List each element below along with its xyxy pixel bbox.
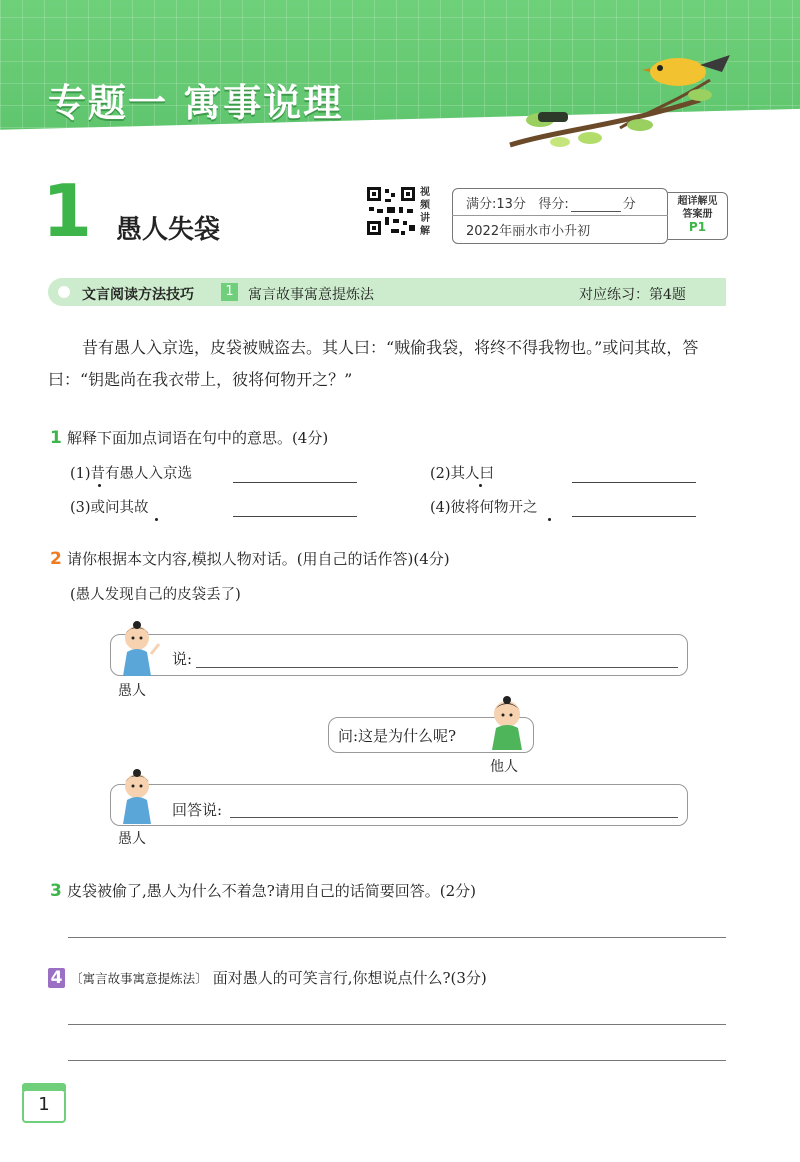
answer-page: P1 xyxy=(688,220,707,234)
question-2 xyxy=(50,548,450,569)
speaker-label: 愚人 xyxy=(118,683,146,699)
speaker-label: 他人 xyxy=(490,759,518,775)
question-1 xyxy=(50,427,328,448)
practice-reference: 对应练习：第4题 xyxy=(579,287,686,303)
full-score: 满分:13分 xyxy=(466,197,526,212)
unit-title: 专题一 寓事说理 xyxy=(48,81,344,125)
score-row xyxy=(466,193,636,212)
method-name: 寓言故事寓意提炼法 xyxy=(248,287,374,303)
other-person-icon xyxy=(484,694,530,752)
answer-hint-line2: 答案册 xyxy=(682,209,713,220)
lesson-number: 1 xyxy=(42,169,93,253)
question-text: 面对愚人的可笑言行,你想说点什么?(3分) xyxy=(212,969,487,987)
header-banner xyxy=(0,0,800,150)
emphasis-dot xyxy=(98,484,101,487)
emphasis-dot xyxy=(548,518,551,521)
question-3 xyxy=(50,880,476,901)
answer-line[interactable] xyxy=(196,667,678,668)
answer-line[interactable] xyxy=(230,817,678,818)
qr-code-icon[interactable] xyxy=(365,185,417,237)
question-number: 2 xyxy=(50,549,62,569)
bird-illustration xyxy=(500,50,740,150)
question-text: 请你根据本文内容,模拟人物对话。(用自己的话作答)(4分) xyxy=(66,550,450,568)
bubble-text: 问:这是为什么呢? xyxy=(338,727,457,745)
bubble-text: 回答说: xyxy=(172,801,223,819)
classical-passage: 昔有愚人入京选，皮袋被贼盗去。其人曰：“贼偷我袋，将终不得我物也。”或问其故，答曰：“钥匙尚在我衣带上，彼将何物开之？” xyxy=(48,338,699,389)
answer-line[interactable] xyxy=(68,1060,726,1061)
exam-source: 2022年丽水市小升初 xyxy=(466,224,591,239)
question-number: 4 xyxy=(48,968,65,988)
answer-line[interactable] xyxy=(68,1024,726,1025)
speaker-label: 愚人 xyxy=(118,831,146,847)
emphasis-dot xyxy=(479,484,482,487)
answer-blank[interactable] xyxy=(572,515,696,517)
fool-character-icon xyxy=(115,620,165,678)
q1-item-3: (3)或问其故 xyxy=(70,500,149,516)
question-number: 3 xyxy=(50,881,62,901)
question-4 xyxy=(48,967,487,988)
answer-blank[interactable] xyxy=(233,481,357,483)
dialogue-bubble xyxy=(110,634,688,676)
emphasis-dot xyxy=(155,518,158,521)
q1-item-4: (4)彼将何物开之 xyxy=(430,500,538,516)
question-number: 1 xyxy=(50,428,62,448)
bubble-text: 说: xyxy=(172,650,193,668)
page-number: 1 xyxy=(22,1089,66,1123)
lesson-title: 愚人失袋 xyxy=(116,215,221,245)
fool-character-icon xyxy=(115,768,165,826)
question-text: 解释下面加点词语在句中的意思。(4分) xyxy=(66,429,329,447)
answer-hint-line1: 超详解见 xyxy=(677,196,718,207)
score-divider xyxy=(452,215,668,216)
qr-label: 视频讲解 xyxy=(420,187,430,237)
score-unit: 分 xyxy=(622,197,636,212)
method-tag: 〔寓言故事寓意提炼法〕 xyxy=(70,971,208,986)
bullet-icon xyxy=(58,286,70,298)
answer-blank[interactable] xyxy=(233,515,357,517)
method-label: 文言阅读方法技巧 xyxy=(82,287,194,303)
answer-line[interactable] xyxy=(68,937,726,938)
score-blank[interactable] xyxy=(571,199,621,212)
q1-item-1: (1)昔有愚人入京选 xyxy=(70,466,193,482)
q1-item-2: (2)其人曰 xyxy=(430,466,495,482)
answer-reference-tab xyxy=(668,192,728,240)
answer-blank[interactable] xyxy=(572,481,696,483)
q2-context: (愚人发现自己的皮袋丢了) xyxy=(70,587,241,603)
score-label: 得分: xyxy=(538,197,569,212)
method-number: 1 xyxy=(221,283,238,301)
question-text: 皮袋被偷了,愚人为什么不着急?请用自己的话简要回答。(2分) xyxy=(66,882,476,900)
